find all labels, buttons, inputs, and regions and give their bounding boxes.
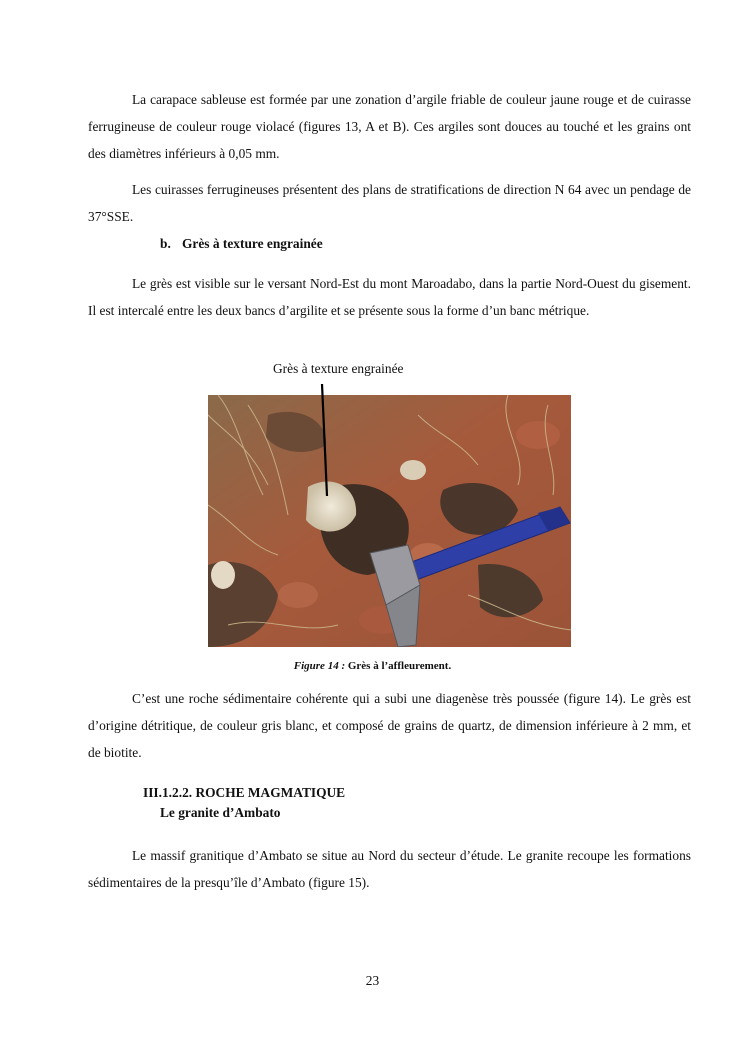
sandstone-block bbox=[211, 561, 235, 589]
sandstone-block bbox=[400, 460, 426, 480]
page-number: 23 bbox=[365, 973, 380, 988]
subheading-number: b. bbox=[160, 236, 171, 251]
paragraph-granite: Le massif granitique d’Ambato se situe au Nord du secteur d’étude. Le granite recoupe les formations sédimentaires de la presqu’île d’Ambato (figure 15). bbox=[88, 848, 691, 890]
annotation-pointer bbox=[318, 384, 328, 504]
figure-annotation: Grès à texture engrainée bbox=[273, 361, 404, 376]
figure-caption-label: Figure 14 : bbox=[293, 660, 346, 672]
outcrop-photo bbox=[208, 395, 571, 647]
paragraph-gres-location: Le grès est visible sur le versant Nord-Est du mont Maroadabo, dans la partie Nord-Ouest du gisement. Il est intercalé entre les deux bancs d’argilite et se présente sous la forme d’un banc métrique. bbox=[88, 276, 691, 318]
paragraph-carapace: La carapace sableuse est formée par une zonation d’argile friable de couleur jaune rouge et de cuirasse ferrugineuse de couleur rouge violacé (figures 13, A et B). Ces argiles sont douces au touché et les grains ont des diamètres inférieurs à 0,05 mm. bbox=[88, 92, 691, 161]
figure-caption bbox=[0, 660, 745, 672]
paragraph-cuirasses: Les cuirasses ferrugineuses présentent des plans de stratifications de direction N 64 avec un pendage de 37°SSE. bbox=[88, 182, 691, 224]
subheading-title: Grès à texture engrainée bbox=[182, 236, 323, 251]
paragraph-gres-description: C’est une roche sédimentaire cohérente qui a subi une diagenèse très poussée (figure 14). Le grès est d’origine détritique, de couleur gris blanc, et composé de grains de quartz, de dimension inférieure à 2 mm, et de biotite. bbox=[88, 691, 691, 760]
figure-caption-text: Grès à l’affleurement. bbox=[345, 660, 452, 672]
section-heading: III.1.2.2. ROCHE MAGMATIQUE bbox=[143, 785, 346, 800]
subheading-gres bbox=[160, 236, 323, 252]
subsection-heading: Le granite d’Ambato bbox=[160, 805, 281, 820]
